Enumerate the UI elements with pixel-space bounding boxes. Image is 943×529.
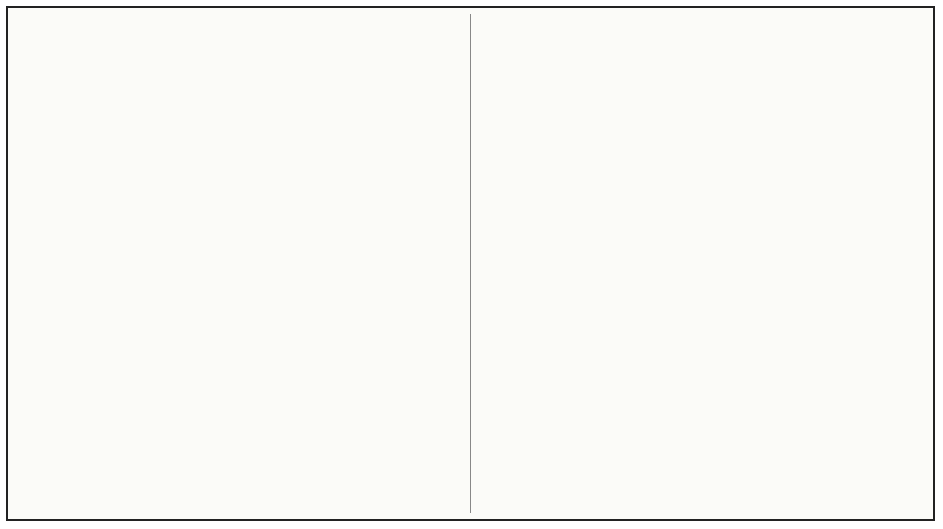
column-divider (470, 14, 471, 513)
notice-right-column (477, 12, 929, 515)
notice-left-column (12, 12, 464, 515)
notice-sheet (6, 6, 935, 521)
